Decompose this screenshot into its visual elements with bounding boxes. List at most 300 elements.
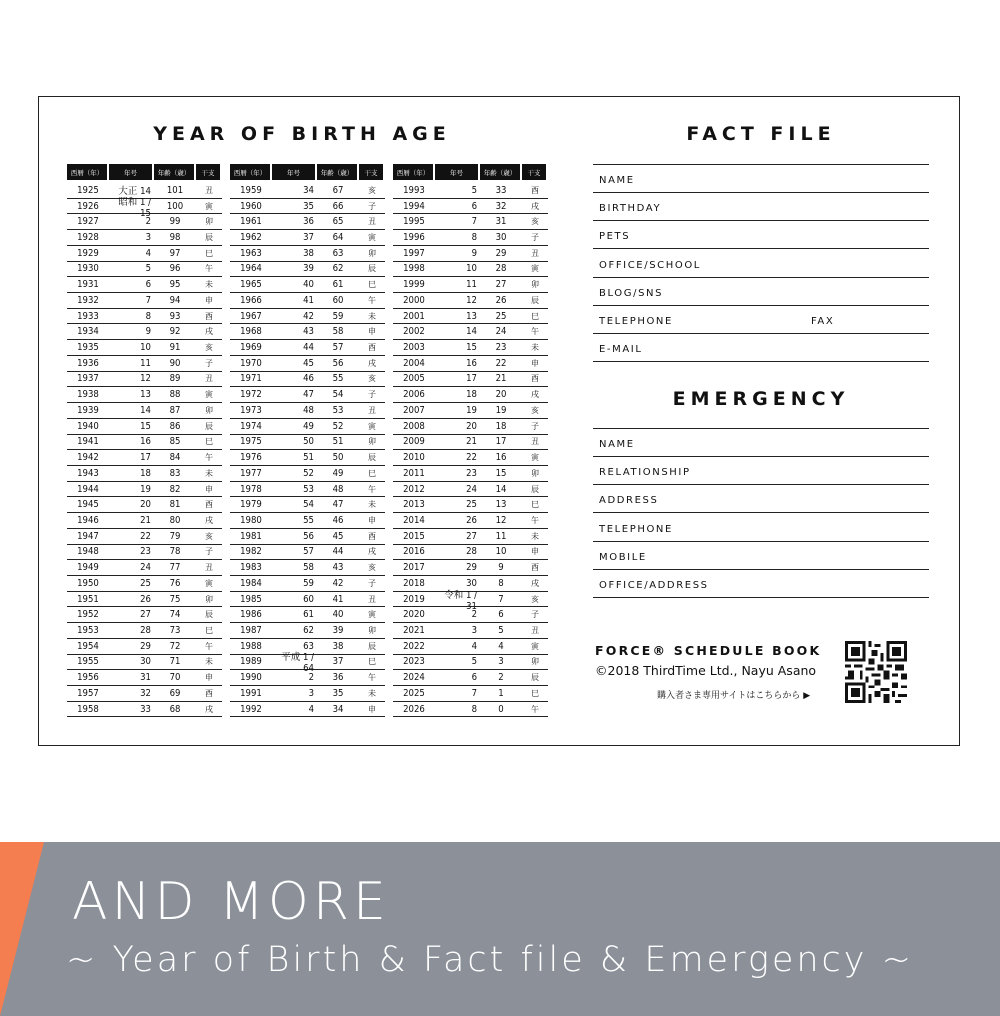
table-cell: 34 <box>303 184 314 196</box>
table-cell: 1973 <box>240 404 262 416</box>
table-cell: 32 <box>140 687 151 699</box>
table-cell: 52 <box>332 420 344 432</box>
header-cell: 西暦（年） <box>393 164 433 180</box>
emergency-field[interactable] <box>593 429 929 457</box>
table-cell: 52 <box>303 467 314 479</box>
table-row <box>67 482 222 498</box>
table-cell: 33 <box>495 184 507 196</box>
table-cell: 23 <box>140 546 151 558</box>
table-cell: 子 <box>368 578 376 588</box>
table-cell: 71 <box>169 656 181 668</box>
table-cell: 1928 <box>77 232 99 244</box>
table-cell: 1956 <box>77 672 99 684</box>
table-row <box>393 293 548 309</box>
table-cell: 97 <box>169 247 181 259</box>
table-row <box>393 309 548 325</box>
table-row <box>230 560 385 576</box>
table-cell: 68 <box>169 703 181 715</box>
table-row <box>230 450 385 466</box>
banner-subtitle: ~ Year of Birth & Fact file & Emergency ~ <box>66 940 914 980</box>
table-cell: 2017 <box>403 562 425 574</box>
table-cell: 辰 <box>205 610 213 620</box>
table-cell: 卯 <box>531 468 539 478</box>
table-cell: 39 <box>303 263 314 275</box>
table-header <box>393 164 548 180</box>
table-cell: 1968 <box>240 326 262 338</box>
table-cell: 20 <box>466 420 477 432</box>
table-row <box>67 387 222 403</box>
table-cell: 卯 <box>205 217 213 227</box>
table-cell: 昭和 1 / 15 <box>118 196 151 219</box>
table-cell: 37 <box>303 232 314 244</box>
header-cell: 年号 <box>272 164 315 180</box>
table-cell: 4 <box>498 640 504 652</box>
table-cell: 16 <box>466 357 477 369</box>
emergency-field[interactable] <box>593 457 929 485</box>
table-row <box>393 435 548 451</box>
table-cell: 1952 <box>77 609 99 621</box>
table-row <box>67 686 222 702</box>
table-cell: 申 <box>368 515 376 525</box>
table-cell: 22 <box>140 530 151 542</box>
table-cell: 1943 <box>77 467 99 479</box>
table-cell: 寅 <box>368 421 376 431</box>
table-cell: 20 <box>140 499 151 511</box>
table-cell: 2 <box>308 672 314 684</box>
table-row <box>393 497 548 513</box>
table-cell: 54 <box>303 499 314 511</box>
table-cell: 酉 <box>368 343 376 353</box>
table-cell: 巳 <box>368 657 376 667</box>
table-cell: 21 <box>495 373 507 385</box>
table-cell: 41 <box>303 294 314 306</box>
table-cell: 6 <box>145 279 151 291</box>
table-cell: 3 <box>308 687 314 699</box>
table-cell: 39 <box>332 624 344 636</box>
table-cell: 1929 <box>77 247 99 259</box>
table-cell: 寅 <box>368 233 376 243</box>
table-cell: 丑 <box>531 248 539 258</box>
table-cell: 午 <box>531 515 539 525</box>
table-cell: 99 <box>169 216 181 228</box>
emergency-field[interactable] <box>593 570 929 598</box>
table-row <box>67 262 222 278</box>
table-header <box>67 164 222 180</box>
table-cell: 1957 <box>77 687 99 699</box>
table-cell: 58 <box>332 326 344 338</box>
table-cell: 丑 <box>205 563 213 573</box>
table-cell: 卯 <box>531 657 539 667</box>
table-cell: 1946 <box>77 514 99 526</box>
table-cell: 巳 <box>368 468 376 478</box>
table-cell: 丑 <box>531 437 539 447</box>
table-cell: 5 <box>498 624 504 636</box>
table-cell: 1965 <box>240 279 262 291</box>
table-cell: 74 <box>169 609 181 621</box>
table-cell: 23 <box>495 342 507 354</box>
table-cell: 1940 <box>77 420 99 432</box>
table-cell: 49 <box>303 420 314 432</box>
table-cell: 申 <box>205 484 213 494</box>
table-row <box>393 387 548 403</box>
table-cell: 申 <box>205 673 213 683</box>
table-cell: 酉 <box>368 531 376 541</box>
table-cell: 7 <box>471 687 477 699</box>
table-cell: 寅 <box>205 201 213 211</box>
table-cell: 30 <box>466 577 477 589</box>
table-row <box>393 262 548 278</box>
table-cell: 1979 <box>240 499 262 511</box>
table-row <box>393 513 548 529</box>
table-cell: 26 <box>495 294 507 306</box>
table-row <box>230 387 385 403</box>
table-cell: 1950 <box>77 577 99 589</box>
table-cell: 33 <box>140 703 151 715</box>
table-cell: 63 <box>332 247 344 259</box>
table-cell: 92 <box>169 326 181 338</box>
fact-file-field[interactable] <box>593 193 929 221</box>
table-cell: 戌 <box>531 390 539 400</box>
table-cell: 47 <box>303 389 314 401</box>
table-cell: 51 <box>303 452 314 464</box>
table-cell: 57 <box>303 546 314 558</box>
table-row <box>67 576 222 592</box>
table-cell: 40 <box>332 609 344 621</box>
table-cell: 戌 <box>205 704 213 714</box>
table-cell: 巳 <box>531 500 539 510</box>
table-cell: 12 <box>495 514 507 526</box>
table-cell: 1990 <box>240 672 262 684</box>
table-cell: 11 <box>140 357 151 369</box>
table-cell: 93 <box>169 310 181 322</box>
table-cell: 1982 <box>240 546 262 558</box>
table-cell: 1951 <box>77 593 99 605</box>
table-row <box>393 639 548 655</box>
table-row <box>393 372 548 388</box>
table-cell: 70 <box>169 672 181 684</box>
table-cell: 78 <box>169 546 181 558</box>
table-cell: 27 <box>140 609 151 621</box>
table-row <box>393 199 548 215</box>
table-row <box>393 529 548 545</box>
table-cell: 53 <box>303 483 314 495</box>
table-cell: 巳 <box>205 625 213 635</box>
table-row <box>393 419 548 435</box>
table-cell: 64 <box>332 232 344 244</box>
table-cell: 寅 <box>531 641 539 651</box>
table-cell: 戌 <box>531 201 539 211</box>
table-row <box>230 513 385 529</box>
table-cell: 60 <box>332 294 344 306</box>
table-row <box>67 435 222 451</box>
table-cell: 1971 <box>240 373 262 385</box>
year-table <box>393 164 548 717</box>
table-cell: 巳 <box>531 311 539 321</box>
table-cell: 88 <box>169 389 181 401</box>
table-cell: 丑 <box>368 405 376 415</box>
table-cell: 14 <box>140 404 151 416</box>
field-label: ADDRESS <box>599 495 659 507</box>
table-cell: 3 <box>498 656 504 668</box>
table-cell: 1991 <box>240 687 262 699</box>
table-cell: 辰 <box>531 673 539 683</box>
table-cell: 大正 14 <box>118 186 151 198</box>
table-row <box>230 246 385 262</box>
emergency-field[interactable] <box>593 514 929 542</box>
table-cell: 辰 <box>368 641 376 651</box>
table-cell: 29 <box>140 640 151 652</box>
table-row <box>67 309 222 325</box>
table-cell: 未 <box>205 280 213 290</box>
field-label: BLOG/SNS <box>599 287 664 299</box>
table-cell: 2 <box>471 609 477 621</box>
table-cell: 38 <box>303 247 314 259</box>
table-cell: 1930 <box>77 263 99 275</box>
table-cell: 75 <box>169 593 181 605</box>
table-cell: 11 <box>495 530 507 542</box>
table-cell: 2026 <box>403 703 425 715</box>
table-row <box>67 592 222 608</box>
table-cell: 62 <box>332 263 344 275</box>
table-cell: 午 <box>368 673 376 683</box>
table-cell: 酉 <box>531 185 539 195</box>
table-cell: 1998 <box>403 263 425 275</box>
table-cell: 17 <box>495 436 507 448</box>
table-cell: 38 <box>332 640 344 652</box>
table-cell: 79 <box>169 530 181 542</box>
table-cell: 1987 <box>240 624 262 636</box>
table-row <box>393 340 548 356</box>
table-cell: 1986 <box>240 609 262 621</box>
field-label: E-MAIL <box>599 344 643 356</box>
table-cell: 戌 <box>368 547 376 557</box>
table-row <box>230 652 385 675</box>
table-row <box>230 403 385 419</box>
table-cell: 子 <box>531 421 539 431</box>
table-cell: 未 <box>531 531 539 541</box>
table-cell: 43 <box>332 562 344 574</box>
table-cell: 46 <box>303 373 314 385</box>
table-cell: 54 <box>332 389 344 401</box>
table-cell: 1 <box>498 687 504 699</box>
table-row <box>67 466 222 482</box>
table-cell: 辰 <box>368 264 376 274</box>
table-cell: 丑 <box>205 185 213 195</box>
table-cell: 9 <box>498 562 504 574</box>
table-cell: 14 <box>466 326 477 338</box>
table-cell: 1949 <box>77 562 99 574</box>
table-cell: 29 <box>495 247 507 259</box>
table-cell: 2004 <box>403 357 425 369</box>
table-cell: 2019 <box>403 593 425 605</box>
table-cell: 20 <box>495 389 507 401</box>
field-label: TELEPHONE <box>599 316 673 327</box>
table-row <box>393 246 548 262</box>
field-label: OFFICE/SCHOOL <box>599 259 701 271</box>
table-cell: 10 <box>466 263 477 275</box>
table-cell: 26 <box>140 593 151 605</box>
table-cell: 26 <box>466 514 477 526</box>
table-cell: 戌 <box>205 515 213 525</box>
table-row <box>230 340 385 356</box>
table-cell: 子 <box>531 610 539 620</box>
table-cell: 0 <box>498 703 504 715</box>
table-cell: 40 <box>303 279 314 291</box>
table-cell: 19 <box>495 404 507 416</box>
table-cell: 2 <box>498 672 504 684</box>
table-row <box>393 655 548 671</box>
table-cell: 1985 <box>240 593 262 605</box>
table-cell: 1983 <box>240 562 262 574</box>
table-cell: 午 <box>531 704 539 714</box>
fact-file-field[interactable] <box>593 334 929 362</box>
table-cell: 1972 <box>240 389 262 401</box>
table-cell: 1981 <box>240 530 262 542</box>
table-cell: 15 <box>495 467 507 479</box>
field-label: MOBILE <box>599 551 647 563</box>
table-cell: 63 <box>303 640 314 652</box>
copyright: ©2018 ThirdTime Ltd., Nayu Asano <box>595 663 817 678</box>
table-cell: 3 <box>145 232 151 244</box>
fact-file-field[interactable] <box>593 165 929 193</box>
table-cell: 卯 <box>368 248 376 258</box>
table-cell: 61 <box>303 609 314 621</box>
table-cell: 1967 <box>240 310 262 322</box>
header-cell: 干支 <box>522 164 546 180</box>
table-cell: 25 <box>140 577 151 589</box>
table-cell: 4 <box>308 703 314 715</box>
fact-file-field[interactable] <box>593 250 929 278</box>
emergency-field[interactable] <box>593 542 929 570</box>
table-row <box>393 356 548 372</box>
table-cell: 1970 <box>240 357 262 369</box>
table-cell: 亥 <box>368 563 376 573</box>
table-cell: 50 <box>303 436 314 448</box>
table-row <box>393 230 548 246</box>
table-cell: 15 <box>466 342 477 354</box>
table-cell: 8 <box>471 232 477 244</box>
table-cell: 1994 <box>403 200 425 212</box>
fact-file-field[interactable] <box>593 278 929 306</box>
table-cell: 9 <box>471 247 477 259</box>
table-cell: 15 <box>140 420 151 432</box>
table-cell: 77 <box>169 562 181 574</box>
table-cell: 55 <box>332 373 344 385</box>
table-cell: 14 <box>495 483 507 495</box>
table-cell: 辰 <box>368 453 376 463</box>
table-cell: 86 <box>169 420 181 432</box>
table-row <box>67 324 222 340</box>
table-row <box>230 419 385 435</box>
table-cell: 1927 <box>77 216 99 228</box>
table-row <box>393 324 548 340</box>
fact-file-field[interactable] <box>593 306 929 334</box>
table-cell: 酉 <box>205 688 213 698</box>
table-cell: 1931 <box>77 279 99 291</box>
table-cell: 2011 <box>403 467 425 479</box>
table-cell: 2006 <box>403 389 425 401</box>
table-cell: 寅 <box>205 578 213 588</box>
table-cell: 未 <box>205 468 213 478</box>
site-link[interactable]: 購入者さま専用サイトはこちらから ▶ <box>657 691 811 701</box>
banner-title: AND MORE <box>72 872 390 932</box>
qr-code-icon[interactable] <box>845 641 907 703</box>
brand-name: FORCE® SCHEDULE BOOK <box>595 643 822 658</box>
header-cell: 干支 <box>196 164 220 180</box>
table-cell: 辰 <box>205 421 213 431</box>
table-cell: 1939 <box>77 404 99 416</box>
table-row <box>393 560 548 576</box>
table-cell: 申 <box>368 704 376 714</box>
table-cell: 2025 <box>403 687 425 699</box>
table-cell: 23 <box>466 467 477 479</box>
table-row <box>230 497 385 513</box>
table-cell: 27 <box>466 530 477 542</box>
table-cell: 2010 <box>403 452 425 464</box>
table-cell: 37 <box>332 656 344 668</box>
table-cell: 31 <box>495 216 507 228</box>
table-row <box>230 356 385 372</box>
table-cell: 2024 <box>403 672 425 684</box>
table-cell: 1992 <box>240 703 262 715</box>
table-cell: 1948 <box>77 546 99 558</box>
table-cell: 1989 <box>240 656 262 668</box>
table-cell: 51 <box>332 436 344 448</box>
table-cell: 午 <box>368 484 376 494</box>
table-row <box>67 230 222 246</box>
table-cell: 44 <box>332 546 344 558</box>
table-cell: 巳 <box>205 437 213 447</box>
table-row <box>67 560 222 576</box>
table-row <box>230 576 385 592</box>
table-cell: 2016 <box>403 546 425 558</box>
table-cell: 84 <box>169 452 181 464</box>
table-cell: 1984 <box>240 577 262 589</box>
table-cell: 丑 <box>205 374 213 384</box>
table-cell: 8 <box>471 703 477 715</box>
table-cell: 59 <box>303 577 314 589</box>
table-row <box>393 482 548 498</box>
table-row <box>393 466 548 482</box>
table-cell: 6 <box>471 200 477 212</box>
table-cell: 亥 <box>531 405 539 415</box>
table-cell: 3 <box>471 624 477 636</box>
table-cell: 未 <box>205 657 213 667</box>
table-cell: 5 <box>471 184 477 196</box>
fact-file-field[interactable] <box>593 221 929 249</box>
table-row <box>67 277 222 293</box>
table-cell: 亥 <box>368 185 376 195</box>
table-row <box>230 670 385 686</box>
table-row <box>393 670 548 686</box>
table-cell: 令和 1 / 31 <box>444 589 477 612</box>
table-cell: 48 <box>303 404 314 416</box>
table-cell: 丑 <box>368 594 376 604</box>
table-row <box>393 183 548 199</box>
field-label: BIRTHDAY <box>599 203 662 215</box>
table-row <box>67 545 222 561</box>
table-cell: 12 <box>140 373 151 385</box>
table-cell: 1963 <box>240 247 262 259</box>
table-cell: 子 <box>531 233 539 243</box>
field-label: NAME <box>599 439 635 450</box>
table-row <box>67 214 222 230</box>
table-cell: 80 <box>169 514 181 526</box>
table-cell: 申 <box>368 327 376 337</box>
emergency-field[interactable] <box>593 485 929 513</box>
table-cell: 67 <box>332 184 344 196</box>
table-cell: 卯 <box>531 280 539 290</box>
